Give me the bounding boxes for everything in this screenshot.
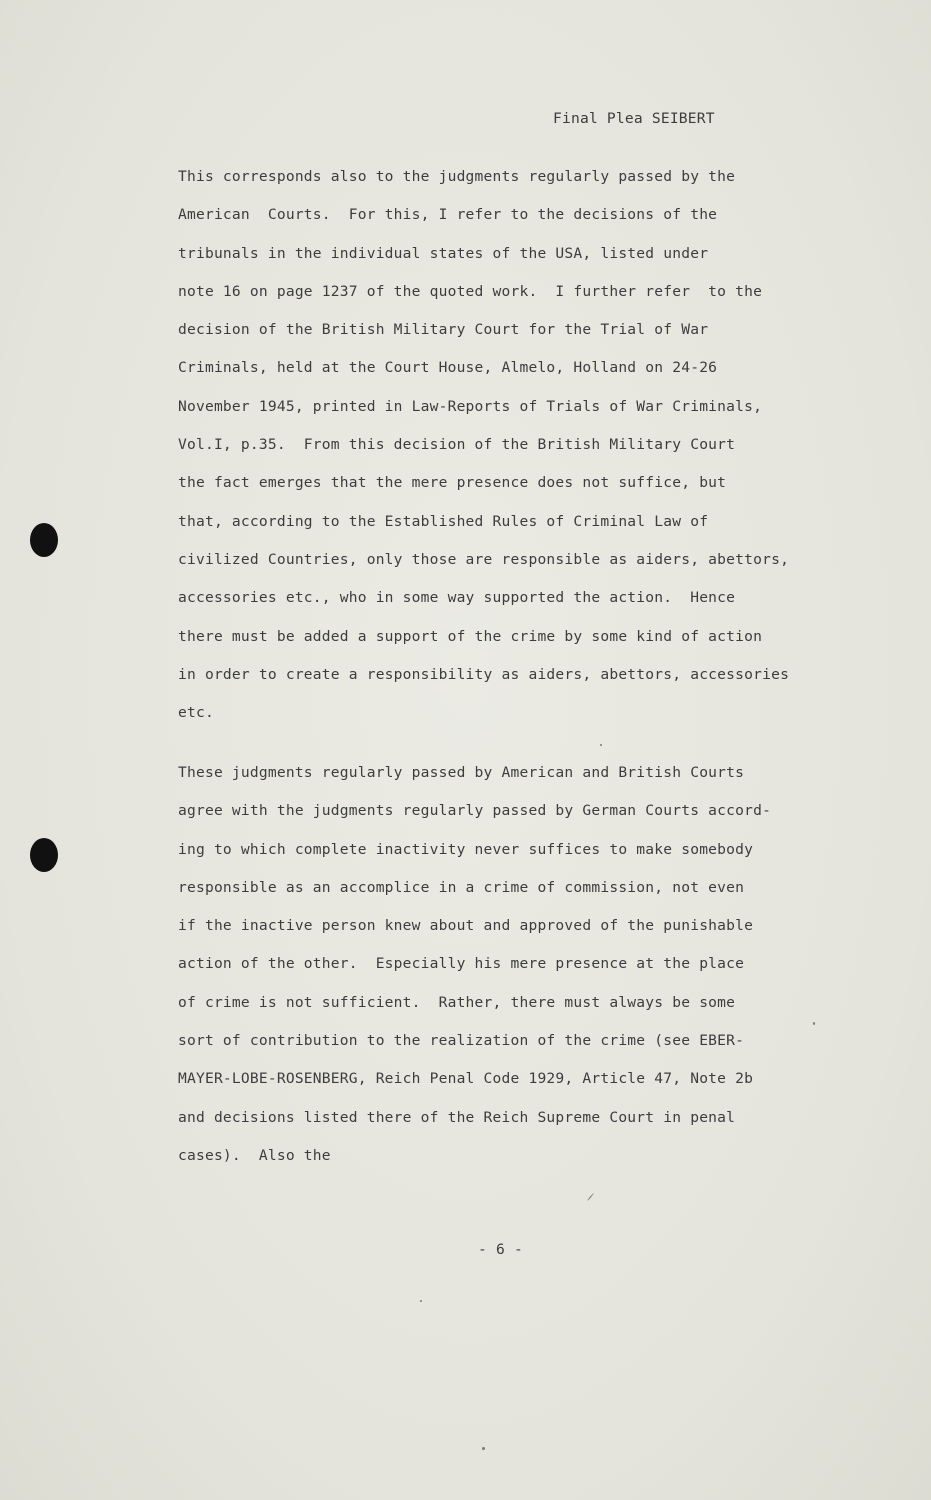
text-line: American Courts. For this, I refer to the decisions of the xyxy=(178,206,718,224)
text-line: MAYER-LOBE-ROSENBERG, Reich Penal Code 1929, Article 47, Note 2b xyxy=(178,1070,754,1088)
body-paragraph-1 xyxy=(178,158,878,732)
text-line: These judgments regularly passed by American and British Courts xyxy=(178,764,745,781)
text-line: that, according to the Established Rules of Criminal Law of xyxy=(178,512,709,530)
text-line: Vol.I, p.35. From this decision of the British Military Court xyxy=(178,436,736,454)
paper-speck xyxy=(482,1447,485,1450)
text-line: action of the other. Especially his mere presence at the place xyxy=(178,955,745,973)
page-number: - 6 - xyxy=(478,1241,523,1258)
text-line: Criminals, held at the Court House, Almelo, Holland on 24-26 xyxy=(178,359,718,377)
paper-speck xyxy=(600,744,602,746)
running-header: Final Plea SEIBERT xyxy=(553,110,715,127)
text-line: cases). Also the xyxy=(178,1146,331,1164)
text-line: the fact emerges that the mere presence does not suffice, but xyxy=(178,474,727,492)
text-line: there must be added a support of the crime by some kind of action xyxy=(178,627,763,645)
text-line: in order to create a responsibility as aiders, abettors, accessories xyxy=(178,665,790,683)
text-line: November 1945, printed in Law-Reports of Trials of War Criminals, xyxy=(178,397,763,415)
text-line: tribunals in the individual states of the USA, listed under xyxy=(178,244,709,262)
text-line: decision of the British Military Court for the Trial of War xyxy=(178,321,709,339)
text-line: note 16 on page 1237 of the quoted work. I further refer to the xyxy=(178,282,763,300)
text-line: accessories etc., who in some way supported the action. Hence xyxy=(178,589,736,607)
text-line: This corresponds also to the judgments regularly passed by the xyxy=(178,168,736,185)
text-line: sort of contribution to the realization of the crime (see EBER- xyxy=(178,1032,745,1050)
text-line: responsible as an accomplice in a crime of commission, not even xyxy=(178,878,745,896)
text-line: and decisions listed there of the Reich Supreme Court in penal xyxy=(178,1108,736,1126)
text-line: if the inactive person knew about and approved of the punishable xyxy=(178,917,754,935)
punch-hole xyxy=(30,523,58,557)
punch-hole xyxy=(30,838,58,872)
text-line: agree with the judgments regularly passed by German Courts accord- xyxy=(178,802,772,820)
paper-speck xyxy=(420,1300,422,1302)
text-line: of crime is not sufficient. Rather, there must always be some xyxy=(178,993,736,1011)
body-paragraph-2 xyxy=(178,754,878,1175)
text-line: civilized Countries, only those are responsible as aiders, abettors, xyxy=(178,550,790,568)
paper-speck xyxy=(587,1193,594,1201)
text-line: etc. xyxy=(178,704,214,722)
text-line: ing to which complete inactivity never suffices to make somebody xyxy=(178,840,754,858)
